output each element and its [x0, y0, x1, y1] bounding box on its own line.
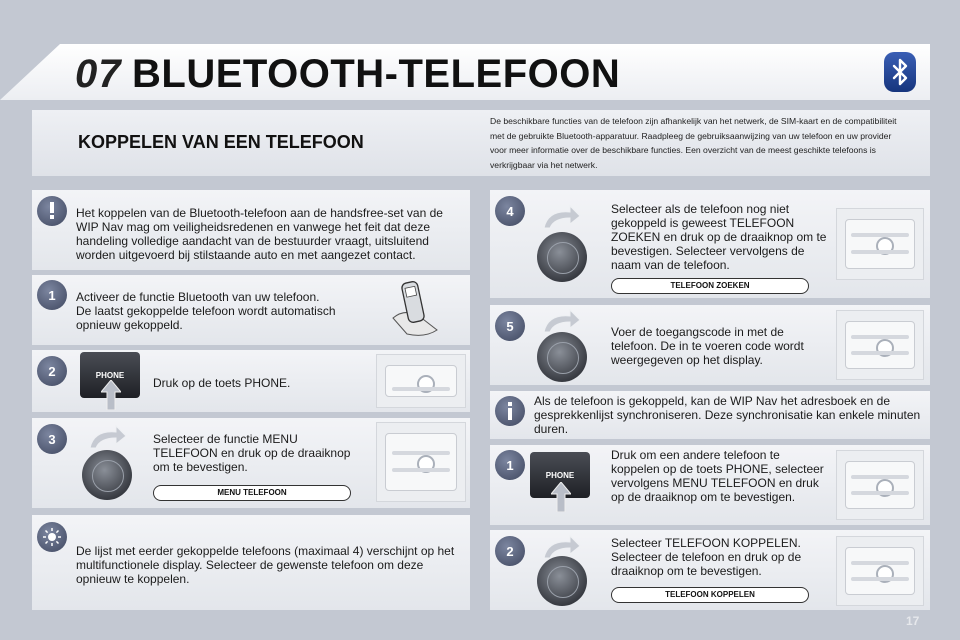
step-number-badge: 2	[37, 356, 67, 386]
radio-unit-image	[836, 310, 924, 380]
exclamation-icon	[37, 196, 67, 226]
step-number-badge: 1	[37, 280, 67, 310]
telefoon-koppelen-pill: TELEFOON KOPPELEN	[611, 587, 809, 603]
bluetooth-icon	[884, 52, 916, 92]
radio-unit-image	[836, 450, 924, 520]
rotate-arrow-icon	[542, 204, 582, 230]
phone-button[interactable]: PHONE	[530, 452, 590, 498]
step-text: Druk om een andere telefoon te koppelen op de toets PHONE, selecteer vervolgens MENU TELEFOON en druk op de draaiknop om te bevestigen.	[611, 448, 824, 504]
telefoon-zoeken-pill: TELEFOON ZOEKEN	[611, 278, 809, 294]
step-number-badge: 4	[495, 196, 525, 226]
step-text: Voer de toegangscode in met de telefoon. De in te voeren code wordt weergegeven op het display.	[611, 325, 804, 367]
radio-unit-image	[836, 208, 924, 280]
step-text: Activeer de functie Bluetooth van uw telefoon. De laatst gekoppelde telefoon wordt automatisch opnieuw gekoppeld.	[76, 290, 336, 332]
rotary-knob[interactable]	[537, 232, 587, 282]
step-number-badge: 3	[37, 424, 67, 454]
rotary-knob[interactable]	[537, 556, 587, 606]
up-arrow-icon	[551, 482, 571, 512]
chapter-number: 07	[75, 52, 122, 96]
step-number-badge: 2	[495, 536, 525, 566]
step-text: Selecteer als de telefoon nog niet gekoppeld is geweest TELEFOON ZOEKEN en druk op de draaiknop om te bevestigen. Selecteer vervolgens de naam van de telefoon.	[611, 202, 827, 272]
page-number: 17	[906, 614, 920, 628]
rotary-knob[interactable]	[537, 332, 587, 382]
step-number-badge: 5	[495, 311, 525, 341]
step-text: Selecteer TELEFOON KOPPELEN. Selecteer de telefoon en druk op de draaiknop om te bevestigen.	[611, 536, 802, 578]
info-text: Als de telefoon is gekoppeld, kan de WIP Nav het adresboek en de gesprekkenlijst synchroniseren. Deze synchronisatie kan enkele minuten duren.	[534, 394, 921, 436]
step-number-badge: 1	[495, 450, 525, 480]
info-icon	[495, 396, 525, 426]
compatibility-note: De beschikbare functies van de telefoon zijn afhankelijk van het netwerk, de SIM-kaart en de compatibiliteit met de gebruikte Bluetooth-apparatuur. Raadpleeg de gebruiksaanwijzing van uw telefoon en uw provider voor meer informatie over de beschikbare functies. Een overzicht van de meest geschikte telefoons is verkrijgbaar via het netwerk.	[490, 116, 897, 170]
rotate-arrow-icon	[542, 308, 582, 334]
warning-text: Het koppelen van de Bluetooth-telefoon aan de handsfree-set van de WIP Nav mag om veiligheidsredenen en vanwege het feit dat deze handeling volledige aandacht van de bestuurder vraagt, uitsluitend worden uitgevoerd bij stilstaande auto en met aangezet contact.	[76, 206, 443, 262]
tip-text: De lijst met eerder gekoppelde telefoons (maximaal 4) verschijnt op het multifunctionele display. Selecteer de gewenste telefoon om deze opnieuw te koppelen.	[76, 544, 455, 586]
menu-telefoon-pill: MENU TELEFOON	[153, 485, 351, 501]
rotary-knob[interactable]	[82, 450, 132, 500]
step-text: Druk op de toets PHONE.	[153, 376, 291, 390]
radio-unit-image	[376, 354, 466, 408]
up-arrow-icon	[101, 380, 121, 410]
rotate-arrow-icon	[88, 424, 128, 450]
section-title: KOPPELEN VAN EEN TELEFOON	[78, 132, 364, 152]
radio-unit-image	[376, 422, 466, 502]
phone-button[interactable]: PHONE	[80, 352, 140, 398]
step-text: Selecteer de functie MENU TELEFOON en druk op de draaiknop om te bevestigen.	[153, 432, 351, 474]
radio-unit-image	[836, 536, 924, 606]
phone-in-hand-icon	[385, 278, 455, 340]
sun-icon	[37, 522, 67, 552]
page-title: BLUETOOTH-TELEFOON	[132, 52, 621, 96]
